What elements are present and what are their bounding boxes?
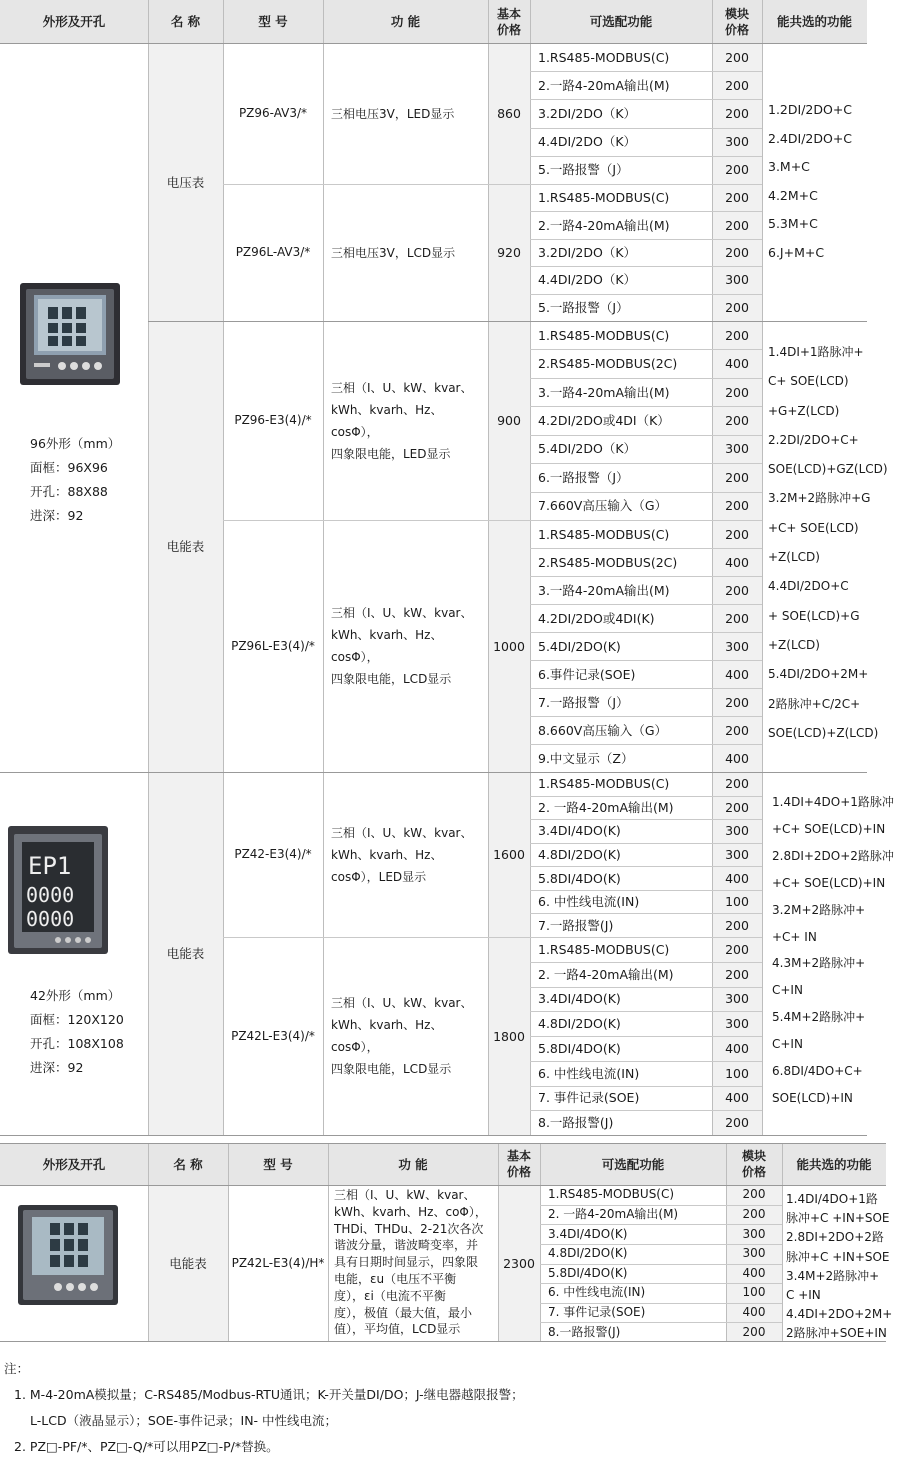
option-price: 200 (725, 105, 749, 121)
pz42-title: 42外形（mm） (30, 988, 121, 1003)
option-item: 7.一路报警(J) (538, 917, 614, 933)
option-price: 300 (725, 846, 749, 862)
t2-header-function: 功 能 (328, 1143, 498, 1185)
combos-energy-96: 1.4DI+1路脉冲+ C+ SOE(LCD) +G+Z(LCD) 2.2DI/2DO+C+ SOE(LCD)+GZ(LCD) 3.2M+2路脉冲+G +C+ SOE(LCD) +Z(LCD) 4.4DI/2DO+C + SOE(LCD)+G +Z(LCD) 5.4DI/2DO+2M+ 2路脉冲+C/2C+ SOE(LCD)+Z(LCD) (768, 345, 888, 740)
option-item: 5.4DI/2DO(K) (538, 638, 621, 654)
option-price: 200 (725, 162, 749, 178)
option-price: 200 (725, 694, 749, 710)
option-item: 6.一路报警（J） (538, 469, 629, 485)
option-item: 3.一路4-20mA输出(M) (538, 582, 670, 598)
t2-header-shape: 外形及开孔 (0, 1143, 148, 1185)
option-price: 300 (725, 823, 749, 839)
option-price: 200 (742, 1187, 766, 1202)
t2-base-price: 2300 (503, 1256, 535, 1271)
header-module-price: 模块 价格 (712, 0, 762, 43)
option-item: 3.一路4-20mA输出(M) (538, 384, 670, 400)
option-price: 400 (725, 554, 749, 570)
option-price: 400 (725, 666, 749, 682)
option-price: 400 (742, 1265, 766, 1280)
option-item: 5.8DI/4DO(K) (548, 1265, 628, 1280)
base-price: 920 (497, 245, 521, 260)
option-price: 200 (725, 299, 749, 315)
option-price: 200 (725, 526, 749, 542)
option-price: 200 (725, 412, 749, 428)
option-price: 200 (742, 1324, 766, 1339)
option-item: 1.RS485-MODBUS(C) (538, 941, 670, 957)
model-function: 三相（I、U、kW、kvar、 kWh、kvarh、Hz、cosΦ）， 四象限电能，LCD显示 (331, 996, 473, 1076)
pz96-meter-image (20, 283, 120, 385)
option-price: 300 (725, 991, 749, 1007)
pz96-hole: 开孔：88X88 (30, 484, 108, 499)
t2-combos: 1.4DI/4DO+1路 脉冲+C +IN+SOE 2.8DI+2DO+2路 脉冲+C +IN+SOE 3.4M+2路脉冲+ C +IN 4.4DI+2DO+2M+ 2路脉冲+SOE+IN (786, 1192, 893, 1341)
option-price: 200 (725, 1115, 749, 1131)
model-function: 三相（I、U、kW、kvar、 kWh、kvarh、Hz、cosΦ）， 四象限电能，LED显示 (331, 380, 473, 461)
option-item: 2. 一路4-20mA输出(M) (538, 799, 674, 815)
option-item: 8.660V高压输入（G） (538, 722, 668, 738)
option-item: 8.一路报警(J) (538, 1115, 614, 1131)
option-item: 4.8DI/2DO(K) (538, 846, 621, 862)
t2-function: 三相（I、U、kW、kvar、 kWh、kvarh、Hz、coΦ）， THDi、THDu、2-21次各次 谐波分量，谐波畸变率，并 具有日期时间显示，四象限 电能，εu（电压不平衡 度），εi（电流不平衡 度），极值（最大值，最小 值），平均值，LCD显示 (334, 1188, 487, 1337)
option-item: 1.RS485-MODBUS(C) (538, 327, 670, 343)
pz96-depth: 进深：92 (30, 508, 84, 523)
option-price: 300 (725, 441, 749, 457)
option-price: 300 (725, 272, 749, 288)
option-item: 2. 一路4-20mA输出(M) (548, 1206, 679, 1221)
note-1a: 1. M-4-20mA模拟量；C-RS485/Modbus-RTU通讯；K-开关量DI/DO；J-继电器越限报警； (14, 1387, 524, 1402)
model-code: PZ42L-E3(4)/* (231, 1028, 315, 1043)
name-voltmeter: 电压表 (166, 174, 205, 190)
option-item: 7. 事件记录(SOE) (548, 1305, 646, 1320)
base-price: 1600 (493, 847, 525, 862)
option-price: 300 (725, 134, 749, 150)
price-table-2 (0, 1143, 893, 1342)
combos-voltmeter: 1.2DI/2DO+C 2.4DI/2DO+C 3.M+C 4.2M+C 5.3M+C 6.J+M+C (768, 102, 853, 260)
option-item: 1.RS485-MODBUS(C) (548, 1187, 675, 1202)
svg-text:0000: 0000 (26, 907, 75, 931)
option-price: 100 (742, 1285, 766, 1300)
t2-header-model: 型 号 (228, 1143, 328, 1185)
option-item: 3.2DI/2DO（K） (538, 244, 637, 260)
t2-model: PZ42L-E3(4)/H* (231, 1256, 325, 1270)
option-item: 5.一路报警（J） (538, 299, 629, 315)
t2-name: 电能表 (169, 1256, 207, 1271)
model-function: 三相电压3V，LCD显示 (331, 245, 456, 260)
option-item: 2.RS485-MODBUS(2C) (538, 356, 678, 372)
option-price: 200 (725, 722, 749, 738)
name-energy-meter-1: 电能表 (166, 539, 205, 554)
header-name: 名 称 (148, 0, 223, 43)
notes-title: 注： (4, 1361, 30, 1376)
model-code: PZ96L-AV3/* (235, 245, 311, 259)
option-item: 7.一路报警（J） (538, 694, 629, 710)
option-price: 100 (725, 894, 749, 910)
pz42-screen-text: EP1 (28, 852, 72, 880)
option-item: 1.RS485-MODBUS(C) (538, 190, 670, 206)
option-item: 4.8DI/2DO(K) (538, 1016, 621, 1032)
option-price: 200 (725, 799, 749, 815)
option-price: 400 (725, 356, 749, 372)
option-item: 5.8DI/4DO(K) (538, 870, 621, 886)
option-item: 6.事件记录(SOE) (538, 666, 636, 682)
option-item: 4.4DI/2DO（K） (538, 134, 637, 150)
option-item: 3.4DI/4DO(K) (538, 823, 621, 839)
option-price: 300 (725, 1016, 749, 1032)
option-item: 7. 事件记录(SOE) (538, 1090, 640, 1106)
option-price: 300 (725, 638, 749, 654)
note-1b: L-LCD（液晶显示）；SOE-事件记录；IN- 中性线电流； (30, 1413, 338, 1428)
option-price: 200 (725, 941, 749, 957)
pz42-meter-image (8, 826, 108, 954)
option-price: 200 (725, 77, 749, 93)
option-item: 3.4DI/4DO(K) (548, 1226, 628, 1241)
option-item: 6. 中性线电流(IN) (548, 1285, 646, 1300)
option-price: 200 (725, 49, 749, 65)
option-item: 5.4DI/2DO（K） (538, 441, 637, 457)
model-code: PZ96-AV3/* (238, 106, 308, 120)
model-code: PZ96L-E3(4)/* (231, 638, 315, 653)
option-price: 200 (725, 327, 749, 343)
option-price: 200 (725, 966, 749, 982)
t2-header-module-price: 模块 价格 (726, 1143, 782, 1185)
model-code: PZ96-E3(4)/* (234, 413, 312, 427)
option-price: 200 (725, 469, 749, 485)
model-function: 三相（I、U、kW、kvar、 kWh、kvarh、Hz、cosΦ）， 四象限电能，LCD显示 (331, 606, 473, 686)
pz42-dimensions (30, 984, 146, 1084)
option-price: 200 (742, 1206, 766, 1221)
option-price: 400 (725, 1040, 749, 1056)
option-price: 200 (725, 610, 749, 626)
header-shape: 外形及开孔 (0, 0, 148, 43)
pz42-frame: 面框：120X120 (30, 1012, 124, 1027)
t2-header-combos: 能共选的功能 (782, 1143, 886, 1185)
option-price: 400 (742, 1305, 766, 1320)
option-price: 200 (725, 917, 749, 933)
t2-header-name: 名 称 (148, 1143, 228, 1185)
option-item: 2.一路4-20mA输出(M) (538, 217, 670, 233)
option-item: 3.2DI/2DO（K） (538, 105, 637, 121)
base-price: 900 (497, 413, 521, 428)
option-item: 9.中文显示（Z） (538, 750, 634, 766)
svg-text:0000: 0000 (26, 883, 75, 907)
option-item: 5.一路报警（J） (538, 162, 629, 178)
option-price: 200 (725, 498, 749, 514)
notes (4, 1356, 524, 1460)
option-item: 4.8DI/2DO(K) (548, 1246, 628, 1261)
option-item: 4.2DI/2DO或4DI（K） (538, 412, 670, 428)
pz42-harmonic-meter-image (18, 1205, 118, 1305)
model-function: 三相电压3V，LED显示 (331, 106, 455, 121)
option-item: 8.一路报警(J) (548, 1324, 621, 1339)
option-price: 100 (725, 1065, 749, 1081)
header-base-price: 基本 价格 (488, 0, 530, 43)
option-item: 1.RS485-MODBUS(C) (538, 776, 670, 792)
combos-energy-42: 1.4DI+4DO+1路脉冲 +C+ SOE(LCD)+IN 2.8DI+2DO+2路脉冲 +C+ SOE(LCD)+IN 3.2M+2路脉冲+ +C+ IN 4.3M+2路脉冲+ C+IN 5.4M+2路脉冲+ C+IN 6.8DI/4DO+C+ SOE(LCD)+IN (772, 795, 894, 1105)
model-code: PZ42-E3(4)/* (234, 847, 312, 861)
option-item: 4.4DI/2DO（K） (538, 272, 637, 288)
option-item: 1.RS485-MODBUS(C) (538, 526, 670, 542)
t2-header-base-price: 基本 价格 (498, 1143, 540, 1185)
option-price: 200 (725, 244, 749, 260)
option-price: 200 (725, 217, 749, 233)
base-price: 1000 (493, 638, 525, 654)
base-price: 1800 (493, 1028, 525, 1044)
option-item: 5.8DI/4DO(K) (538, 1040, 621, 1056)
t2-header-options: 可选配功能 (540, 1143, 726, 1185)
header-combos: 能共选的功能 (762, 0, 867, 43)
pz96-title: 96外形（mm） (30, 436, 121, 451)
option-price: 200 (725, 582, 749, 598)
option-item: 3.4DI/4DO(K) (538, 991, 621, 1007)
option-item: 6. 中性线电流(IN) (538, 894, 640, 910)
option-price: 300 (742, 1246, 766, 1261)
option-item: 2.一路4-20mA输出(M) (538, 77, 670, 93)
option-price: 200 (725, 384, 749, 400)
pz42-depth: 进深：92 (30, 1060, 84, 1075)
option-item: 6. 中性线电流(IN) (538, 1065, 640, 1081)
header-function: 功 能 (323, 0, 488, 43)
pz42-hole: 开孔：108X108 (30, 1036, 124, 1051)
option-item: 2.RS485-MODBUS(2C) (538, 554, 678, 570)
option-item: 7.660V高压输入（G） (538, 498, 668, 514)
option-price: 200 (725, 776, 749, 792)
option-item: 4.2DI/2DO或4DI(K) (538, 610, 655, 626)
note-2: 2. PZ□-PF/*、PZ□-Q/*可以用PZ□-P/*替换。 (14, 1439, 279, 1454)
pz96-dimensions (30, 432, 140, 532)
option-item: 1.RS485-MODBUS(C) (538, 49, 670, 65)
option-price: 300 (742, 1226, 766, 1241)
header-options: 可选配功能 (530, 0, 712, 43)
base-price: 860 (497, 106, 521, 121)
option-price: 400 (725, 1090, 749, 1106)
option-price: 200 (725, 190, 749, 206)
option-price: 400 (725, 750, 749, 766)
pz96-frame: 面框：96X96 (30, 460, 108, 475)
header-model: 型 号 (223, 0, 323, 43)
model-function: 三相（I、U、kW、kvar、 kWh、kvarh、Hz、 cosΦ），LED显示 (331, 825, 473, 884)
name-energy-meter-2: 电能表 (166, 946, 205, 961)
option-price: 400 (725, 870, 749, 886)
option-item: 2. 一路4-20mA输出(M) (538, 966, 674, 982)
